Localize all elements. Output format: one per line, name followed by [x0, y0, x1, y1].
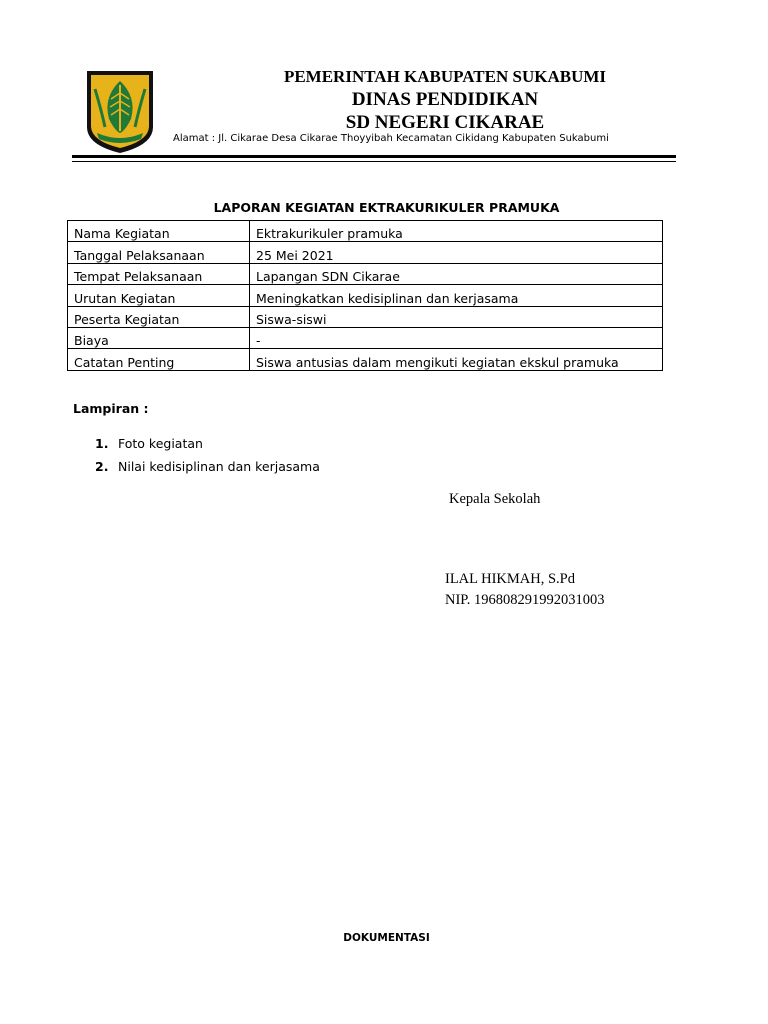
- list-text: Foto kegiatan: [118, 436, 203, 451]
- list-number: 2.: [95, 459, 109, 474]
- kop-sekolah: SD NEGERI CIKARAE: [345, 112, 545, 133]
- table-value: Lapangan SDN Cikarae: [250, 263, 663, 284]
- table-value: -: [250, 327, 663, 348]
- table-row: [68, 306, 663, 327]
- signature-name: ILAL HIKMAH, S.Pd: [445, 571, 575, 587]
- kop-alamat: Alamat : Jl. Cikarae Desa Cikarae Thoyyibah Kecamatan Cikidang Kabupaten Sukabumi: [173, 133, 609, 144]
- list-text: Nilai kedisiplinan dan kerjasama: [118, 459, 320, 474]
- lampiran-heading: Lampiran :: [73, 401, 149, 416]
- documentation-heading: DOKUMENTASI: [343, 932, 430, 944]
- table-value: Siswa antusias dalam mengikuti kegiatan ekskul pramuka: [250, 349, 663, 370]
- table-value: Meningkatkan kedisiplinan dan kerjasama: [250, 285, 663, 306]
- kop-divider-thick: [72, 155, 676, 158]
- signature-title: Kepala Sekolah: [449, 491, 541, 507]
- table-row: [68, 263, 663, 284]
- list-item: [95, 436, 203, 451]
- table-row: [68, 221, 663, 242]
- table-row: [68, 349, 663, 370]
- table-label: Tanggal Pelaksanaan: [68, 242, 250, 263]
- kop-pemerintah: PEMERINTAH KABUPATEN SUKABUMI: [283, 67, 607, 86]
- list-number: 1.: [95, 436, 109, 451]
- report-title: LAPORAN KEGIATAN EKTRAKURIKULER PRAMUKA: [213, 200, 560, 215]
- kabupaten-sukabumi-logo: [85, 69, 155, 155]
- table-label: Biaya: [68, 327, 250, 348]
- table-label: Tempat Pelaksanaan: [68, 263, 250, 284]
- table-value: 25 Mei 2021: [250, 242, 663, 263]
- table-row: [68, 327, 663, 348]
- table-value: Ektrakurikuler pramuka: [250, 221, 663, 242]
- table-label: Urutan Kegiatan: [68, 285, 250, 306]
- table-row: [68, 242, 663, 263]
- kop-dinas: DINAS PENDIDIKAN: [351, 89, 539, 110]
- kop-divider-thin: [72, 161, 676, 162]
- list-item: [95, 459, 320, 474]
- signature-nip: NIP. 196808291992031003: [445, 592, 605, 608]
- report-info-table: [67, 220, 663, 371]
- table-label: Nama Kegiatan: [68, 221, 250, 242]
- table-label: Peserta Kegiatan: [68, 306, 250, 327]
- table-row: [68, 285, 663, 306]
- table-label: Catatan Penting: [68, 349, 250, 370]
- table-value: Siswa-siswi: [250, 306, 663, 327]
